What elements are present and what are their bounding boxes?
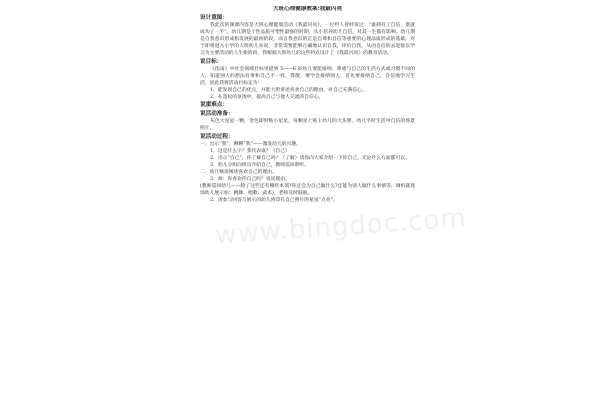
document-title: 大班心理健康教案:我最闪亮 xyxy=(272,6,343,12)
process-step-2-2: 2．请参与回答与展示的幼儿将印有自己照片的星星“点亮”。 xyxy=(210,198,338,204)
section-heading-design-intent: 设计意图： xyxy=(200,15,228,21)
goals-paragraph: 《指南》中社会领域目标里提到 5——6 岁幼儿要能接纳、尊重与自己的生活方式或习惯不同的人，知道别人的想法有事和自己不一样，我散，要学会接纳别人，首先要接纳自己，自信地学习生活，因此我将活动目标定为： xyxy=(200,66,415,86)
process-step-1: 一、出示“我”，聊聊“我”——激发幼儿的兴趣。 xyxy=(200,142,301,148)
process-step-2-note: (教师巡回幼儿——除了这些还有哪些本领?你还会为自己做什么?还能为别人做什么事情等，调机就现场幼儿展示如：跳舞、唱歌、武术)，老师及时鼓励。 xyxy=(200,184,415,197)
process-step-2: 二、幼儿畅谈阐述喜欢自己的理由。 xyxy=(200,170,277,176)
design-intent-paragraph: 我此次的课课内容是大班心理健康活动《我最闪亮》，一位哲人曾经说过：“谁拥有了自信，谁就成功了一半”。幼儿期是个性品质可塑性最强的时期，从小培养幼儿自信，对其一生都有影响。幼儿期是自我意识形成和发展的最初阶段，而自我意识的正是自尊和自信等重要的心理品质形成的基础。对于即将进入小学的大班幼儿来说，非常需要能够正确地认识自我，评价自我，从而自信的去迎接以学习为主要活动的人生新阶段，我根据大班幼儿的这些特点设计了《我最闪亮》的教育活动。 xyxy=(200,23,415,57)
section-heading-preparation: 说活动准备： xyxy=(200,111,234,118)
goal-item-2: 2．在宽松的氛围中，提高自己与他人交流的自信心。 xyxy=(210,94,324,100)
section-heading-key-points: 说重难点： xyxy=(200,102,228,109)
document-page xyxy=(200,6,415,396)
preparation-paragraph: 灰色大星星一颗，金色即时贴小星星，每颗星上贴上幼儿的大头照，幼儿平时生活中自信的场景照片。 xyxy=(200,119,415,132)
process-step-2-1: 3、师：你喜欢你自己吗？说说理由。 xyxy=(210,177,290,183)
process-step-1-2: 2．出示“自己”，你了解自己吗？（了解）请你向大家介绍一下你自己，无论什么方面都可以。 xyxy=(210,156,410,162)
section-heading-process: 说活动过程： xyxy=(200,133,234,140)
process-step-1-3: 3．幼儿分组向组员介绍自己，教师巡回聆听。 xyxy=(210,163,309,169)
process-step-1-1: 1．这是什么字？我代表谁？（自己） xyxy=(210,149,290,155)
goal-item-1: 1．能发现自己的优点，并能大胆讲述喜欢自己的理由，对自己充满信心。 xyxy=(210,87,367,93)
section-heading-goals: 说目标： xyxy=(200,58,223,65)
watermark: www.bingdoc.com xyxy=(214,203,468,251)
